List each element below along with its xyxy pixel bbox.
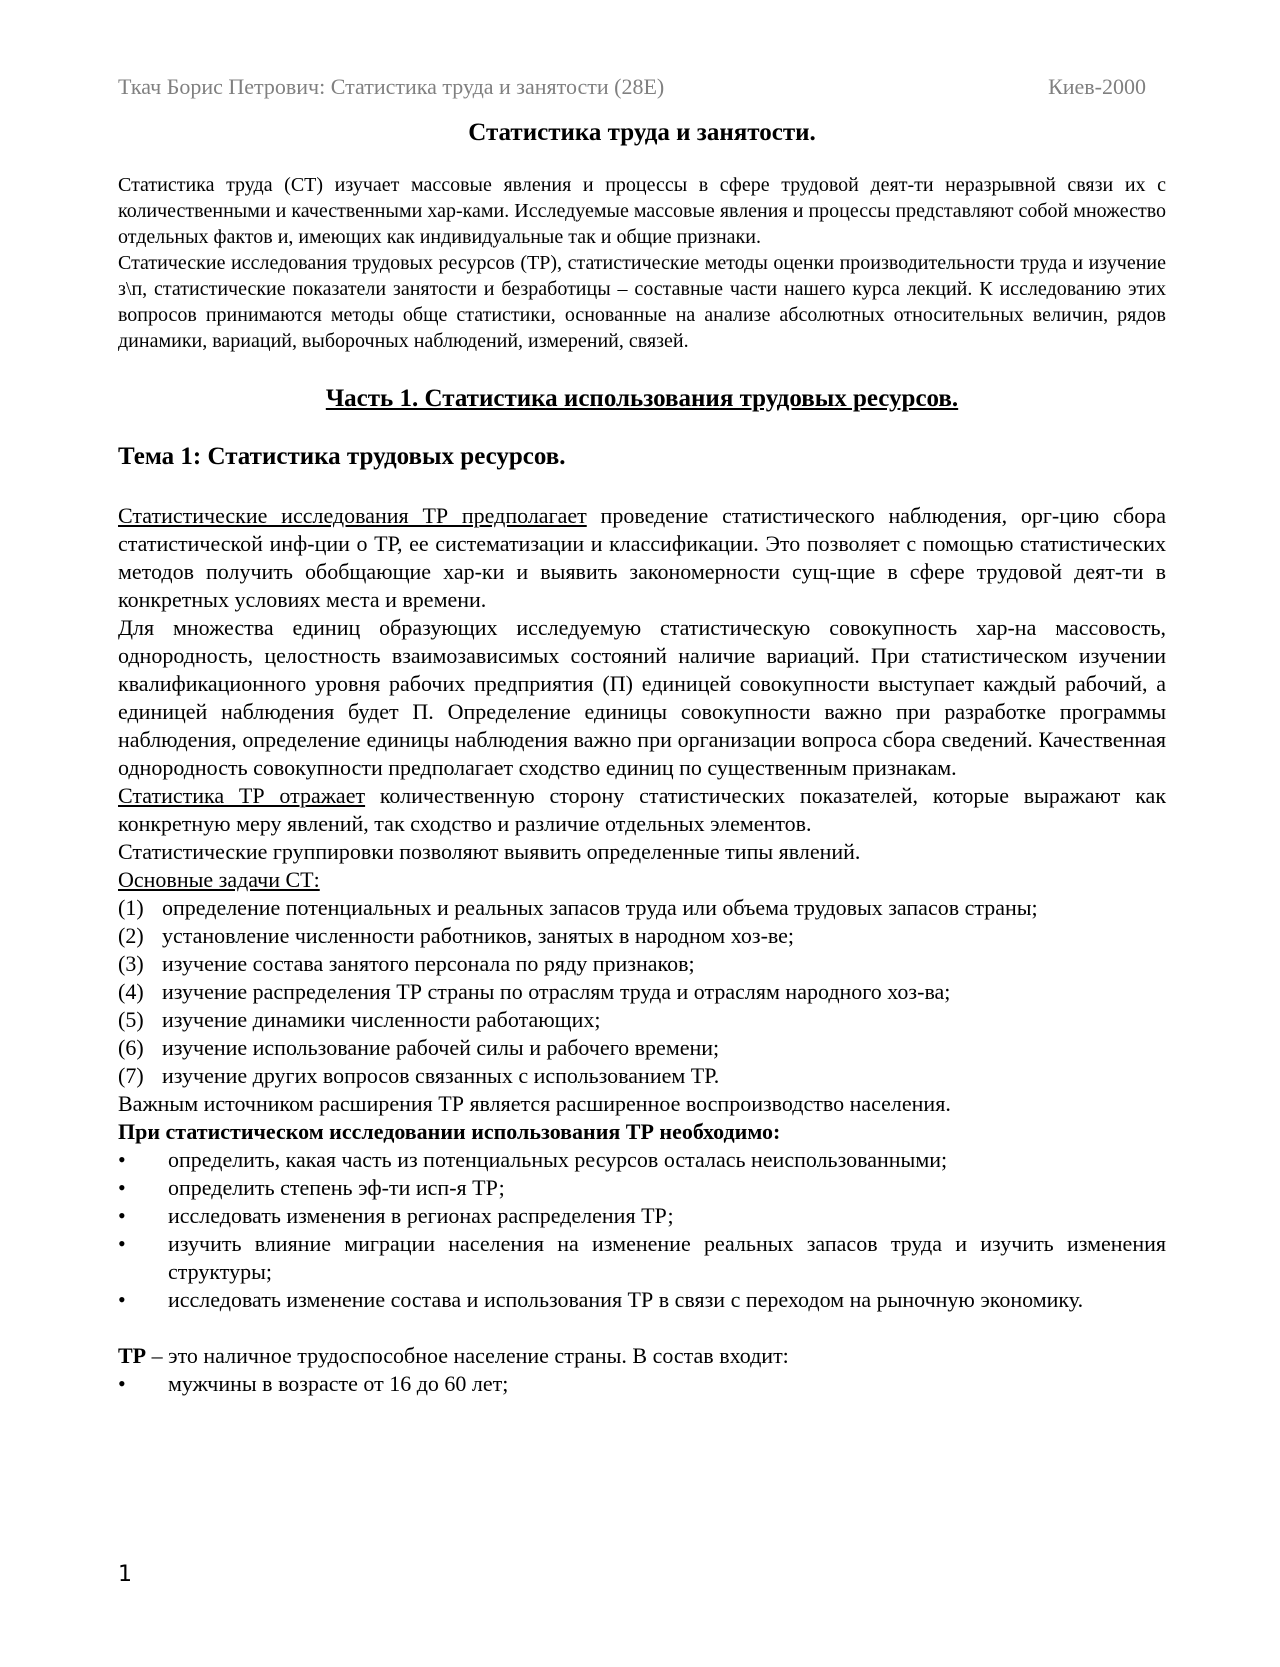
list-item [118, 1062, 1166, 1090]
list-item [118, 894, 1166, 922]
topic-title: Тема 1: Статистика трудовых ресурсов. [118, 443, 566, 470]
document-page [118, 74, 1166, 1398]
list-item-number: (5) [118, 1007, 144, 1032]
list-item [118, 978, 1166, 1006]
intro-section [118, 172, 1166, 354]
body-paragraph-5: Важным источником расширения ТР является расширенное воспроизводство населения. [118, 1091, 951, 1116]
list-item-text: определить, какая часть из потенциальных ресурсов осталась неиспользованными; [168, 1147, 948, 1172]
list-item [118, 1202, 1166, 1230]
underlined-lead: Статистические исследования ТР предполагает [118, 503, 587, 528]
list-item-text: определить степень эф-ти исп-я ТР; [168, 1175, 505, 1200]
spacer [118, 1314, 1166, 1342]
intro-paragraph-1: Статистика труда (СТ) изучает массовые явления и процессы в сфере трудовой деят-ти неразрывной связи их с количественными и качественными хар-ками. Исследуемые массовые явления и процессы представляют собой множество отдельных фактов и, имеющих как индивидуальные так и общие признаки. [118, 174, 1166, 248]
composition-list [118, 1370, 1166, 1398]
list-item-text: определение потенциальных и реальных запасов труда или объема трудовых запасов страны; [162, 895, 1038, 920]
bullet-icon: • [118, 1175, 126, 1200]
list-item [118, 1034, 1166, 1062]
part-title: Часть 1. Статистика использования трудовых ресурсов. [325, 385, 959, 412]
list-item-text: мужчины в возрасте от 16 до 60 лет; [168, 1371, 509, 1396]
body-section [118, 502, 1166, 1398]
bullet-icon: • [118, 1203, 126, 1228]
list-item [118, 922, 1166, 950]
tasks-list [118, 894, 1166, 1090]
list-item-text: изучение распределения ТР страны по отраслям труда и отраслям народного хоз-ва; [162, 979, 951, 1004]
header-author-title: Ткач Борис Петрович: Статистика труда и занятости (28Е) [118, 74, 665, 99]
body-paragraph-1 [118, 502, 1166, 614]
page-number: 1 [118, 1562, 132, 1587]
needs-list [118, 1146, 1166, 1314]
list-item-text: исследовать изменение состава и использования ТР в связи с переходом на рыночную экономику. [168, 1287, 1084, 1312]
bullet-icon: • [118, 1287, 126, 1312]
bullet-icon: • [118, 1147, 126, 1172]
list-item [118, 1146, 1166, 1174]
list-item [118, 1006, 1166, 1034]
list-item-text: изучение использование рабочей силы и рабочего времени; [162, 1035, 720, 1060]
needs-heading: При статистическом исследовании использования ТР необходимо: [118, 1119, 781, 1144]
definition-term: ТР [118, 1343, 147, 1368]
list-item [118, 1174, 1166, 1202]
list-item-number: (4) [118, 979, 144, 1004]
list-item-number: (1) [118, 895, 144, 920]
paragraph-text: проведение статистического наблюдения, орг-цию сбора статистической инф-ции о ТР, ее систематизации и классификации. Это позволяет с помощью статистических методов получить обобщающие хар-ки и выявить закономерности сущ-щие в сфере трудовой деят-ти в конкретных условиях места и времени. [118, 503, 1166, 612]
bullet-icon: • [118, 1371, 126, 1396]
tasks-heading-text: Основные задачи СТ: [118, 867, 320, 892]
list-item-number: (2) [118, 923, 144, 948]
document-title: Статистика труда и занятости. [468, 119, 816, 146]
list-item-text: изучение других вопросов связанных с использованием ТР. [162, 1063, 720, 1088]
list-item-number: (7) [118, 1063, 144, 1088]
list-item-number: (3) [118, 951, 144, 976]
running-header [118, 74, 1166, 100]
tasks-heading [118, 866, 1166, 894]
list-item-text: исследовать изменения в регионах распределения ТР; [168, 1203, 674, 1228]
list-item-text: изучение состава занятого персонала по ряду признаков; [162, 951, 695, 976]
intro-paragraph-2: Статические исследования трудовых ресурсов (ТР), статистические методы оценки производительности труда и изучение з\п, статистические показатели занятости и безработицы – составные части нашего курса лекций. К исследованию этих вопросов принимаются методы обще статистики, основанные на анализе абсолютных относительных величин, рядов динамики, вариаций, выборочных наблюдений, измерений, связей. [118, 252, 1166, 352]
body-paragraph-2: Для множества единиц образующих исследуемую статистическую совокупность хар-на массовость, однородность, целостность взаимозависимых состояний наличие вариаций. При статистическом изучении квалификационного уровня рабочих предприятия (П) единицей совокупности выступает каждый рабочий, а единицей наблюдения будет П. Определение единицы совокупности важно при разработке программы наблюдения, определение единицы наблюдения важно при организации вопроса сбора сведений. Качественная однородность совокупности предполагает сходство единиц по существенным признакам. [118, 615, 1166, 780]
list-item [118, 950, 1166, 978]
underlined-lead: Статистика ТР отражает [118, 783, 366, 808]
body-paragraph-3 [118, 782, 1166, 838]
paragraph-text: количественную сторону статистических показателей, которые выражают как конкретную меру явлений, так сходство и различие отдельных элементов. [118, 783, 1167, 836]
list-item-text: установление численности работников, занятых в народном хоз-ве; [162, 923, 795, 948]
bullet-icon: • [118, 1231, 126, 1256]
list-item-text: изучить влияние миграции населения на изменение реальных запасов труда и изучить изменения структуры; [168, 1231, 1166, 1284]
list-item-number: (6) [118, 1035, 144, 1060]
list-item [118, 1286, 1166, 1314]
body-paragraph-4: Статистические группировки позволяют выявить определенные типы явлений. [118, 839, 861, 864]
definition-paragraph [118, 1342, 1166, 1370]
list-item [118, 1230, 1166, 1286]
list-item [118, 1370, 1166, 1398]
definition-text: – это наличное трудоспособное население страны. В состав входит: [146, 1343, 789, 1368]
list-item-text: изучение динамики численности работающих; [162, 1007, 601, 1032]
header-place-year: Киев-2000 [1048, 74, 1146, 99]
